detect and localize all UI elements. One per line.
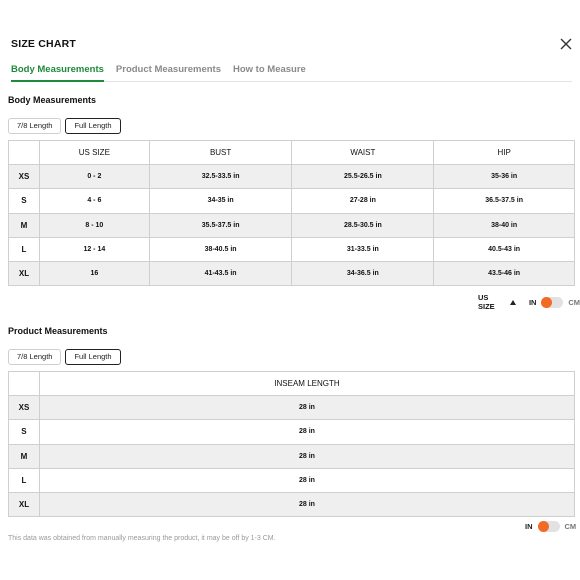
bust-cell: 34-35 in — [149, 189, 292, 213]
header-size — [9, 141, 40, 165]
table-header-row — [9, 372, 575, 396]
header-size — [9, 372, 40, 396]
unit-cm-label: CM — [568, 297, 580, 307]
tab-product-measurements[interactable]: Product Measurements — [115, 64, 221, 75]
unit-in-label: IN — [525, 522, 533, 531]
us-size-cell: 16 — [39, 261, 149, 285]
unit-in-label: IN — [528, 297, 537, 307]
body-unit-controls — [478, 293, 580, 311]
us-size-cell: 8 - 10 — [39, 213, 149, 237]
size-cell: XL — [9, 492, 40, 516]
inseam-cell: 28 in — [39, 396, 574, 420]
table-header-row — [9, 141, 575, 165]
table-row — [9, 420, 575, 444]
body-length-full-button[interactable]: Full Length — [65, 118, 120, 134]
close-button[interactable] — [559, 37, 573, 51]
table-row — [9, 213, 575, 237]
body-measurements-title: Body Measurements — [8, 95, 97, 105]
tab-bar — [11, 62, 572, 82]
us-size-cell: 12 - 14 — [39, 237, 149, 261]
bust-cell: 38-40.5 in — [149, 237, 292, 261]
bust-cell: 32.5-33.5 in — [149, 165, 292, 189]
table-row — [9, 261, 575, 285]
size-cell: M — [9, 444, 40, 468]
hip-cell: 35-36 in — [434, 165, 575, 189]
table-row — [9, 468, 575, 492]
bust-cell: 35.5-37.5 in — [149, 213, 292, 237]
product-measurements-title: Product Measurements — [8, 326, 108, 336]
us-size-cell: 0 - 2 — [39, 165, 149, 189]
hip-cell: 36.5-37.5 in — [434, 189, 575, 213]
waist-cell: 31-33.5 in — [292, 237, 434, 261]
size-cell: XS — [9, 165, 40, 189]
inseam-cell: 28 in — [39, 492, 574, 516]
size-cell: XL — [9, 261, 40, 285]
us-size-sort-button[interactable] — [478, 293, 516, 311]
tab-body-measurements[interactable]: Body Measurements — [11, 62, 104, 82]
close-icon — [559, 37, 573, 51]
product-measurements-table — [8, 371, 575, 517]
table-row — [9, 189, 575, 213]
table-row — [9, 237, 575, 261]
header-hip: HIP — [434, 141, 575, 165]
body-measurements-table — [8, 140, 575, 286]
inseam-cell: 28 in — [39, 444, 574, 468]
product-length-toggle — [8, 349, 121, 365]
product-unit-controls — [525, 521, 576, 532]
size-cell: XS — [9, 396, 40, 420]
tab-how-to-measure[interactable]: How to Measure — [232, 64, 306, 75]
size-cell: L — [9, 237, 40, 261]
table-row — [9, 492, 575, 516]
hip-cell: 43.5-46 in — [434, 261, 575, 285]
unit-toggle-switch[interactable] — [541, 297, 563, 308]
size-cell: L — [9, 468, 40, 492]
waist-cell: 27-28 in — [292, 189, 434, 213]
toggle-knob — [541, 297, 552, 308]
header-inseam-length: INSEAM LENGTH — [39, 372, 574, 396]
hip-cell: 38-40 in — [434, 213, 575, 237]
table-row — [9, 444, 575, 468]
header-bust: BUST — [149, 141, 292, 165]
hip-cell: 40.5-43 in — [434, 237, 575, 261]
unit-cm-label: CM — [564, 522, 577, 531]
waist-cell: 28.5-30.5 in — [292, 213, 434, 237]
us-size-cell: 4 - 6 — [39, 189, 149, 213]
us-size-sort-label: US SIZE — [478, 293, 495, 311]
waist-cell: 34-36.5 in — [292, 261, 434, 285]
size-cell: S — [9, 420, 40, 444]
waist-cell: 25.5-26.5 in — [292, 165, 434, 189]
inseam-cell: 28 in — [39, 420, 574, 444]
toggle-knob — [538, 521, 549, 532]
product-length-full-button[interactable]: Full Length — [65, 349, 120, 365]
product-length-7-8-button[interactable]: 7/8 Length — [8, 349, 61, 365]
modal-title: SIZE CHART — [11, 38, 76, 50]
header-us-size: US SIZE — [39, 141, 149, 165]
inseam-cell: 28 in — [39, 468, 574, 492]
size-cell: S — [9, 189, 40, 213]
header-waist: WAIST — [292, 141, 434, 165]
body-length-7-8-button[interactable]: 7/8 Length — [8, 118, 61, 134]
table-row — [9, 165, 575, 189]
unit-toggle-switch[interactable] — [538, 521, 560, 532]
table-row — [9, 396, 575, 420]
bust-cell: 41-43.5 in — [149, 261, 292, 285]
body-length-toggle — [8, 118, 121, 134]
size-cell: M — [9, 213, 40, 237]
measurement-disclaimer: This data was obtained from manually measuring the product, it may be off by 1-3 CM. — [8, 535, 276, 542]
caret-up-icon — [510, 300, 516, 305]
